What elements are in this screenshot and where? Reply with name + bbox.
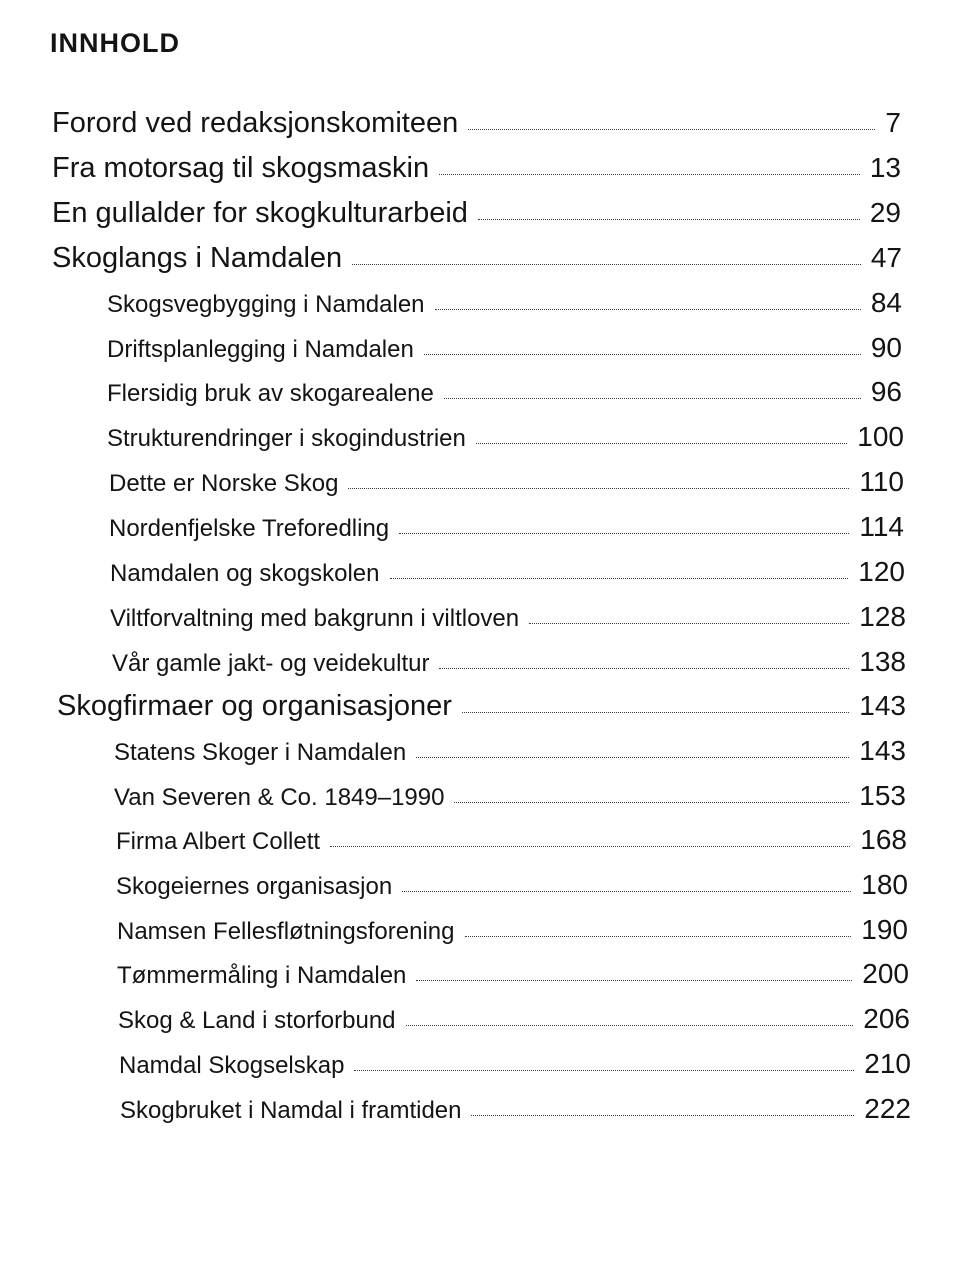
toc-entry-page: 168 [860,824,907,855]
toc-entry-title: Namsen Fellesfløtningsforening [117,918,455,945]
toc-entry[interactable] [52,107,901,140]
toc-entry-page: 13 [869,152,901,183]
dot-leader [529,623,849,624]
toc-entry-title: Flersidig bruk av skogarealene [107,380,434,407]
toc-entry-title: Dette er Norske Skog [109,470,339,497]
toc-entry-title: Skogsvegbygging i Namdalen [107,291,425,318]
toc-entry-title: Tømmermåling i Namdalen [117,962,407,989]
toc-subentry[interactable] [109,511,904,543]
toc-entry-page: 7 [885,107,901,138]
dot-leader [354,1070,854,1071]
dot-leader [399,533,849,534]
dot-leader [471,1115,854,1116]
dot-leader [424,354,861,355]
dot-leader [468,129,875,130]
toc-entry-page: 100 [857,421,904,452]
toc-subentry[interactable] [114,735,906,767]
toc-entry-title: Statens Skoger i Namdalen [114,739,407,766]
toc-entry-page: 90 [870,332,902,363]
toc-entry-title: En gullalder for skogkulturarbeid [52,197,468,229]
dot-leader [330,846,850,847]
toc-entry-page: 84 [870,287,902,318]
dot-leader [444,398,861,399]
toc-subentry[interactable] [112,646,906,678]
dot-leader [402,891,851,892]
toc-subentry[interactable] [114,780,906,812]
toc-entry[interactable] [57,690,906,723]
toc-subentry[interactable] [116,824,907,856]
toc-entry-title: Forord ved redaksjonskomiteen [52,107,459,139]
toc-subentry[interactable] [109,466,904,498]
toc-entry-page: 96 [870,376,902,407]
toc-entry-title: Vår gamle jakt- og veidekultur [112,650,430,677]
toc-subentry[interactable] [119,1048,911,1080]
dot-leader [454,802,849,803]
toc-entry-page: 206 [863,1003,910,1034]
toc-entry-page: 138 [859,646,906,677]
toc-subentry[interactable] [107,287,902,319]
toc-entry-page: 200 [862,958,909,989]
toc-subentry[interactable] [120,1093,911,1125]
toc-entry-page: 180 [861,869,908,900]
toc-entry-title: Skogbruket i Namdal i framtiden [120,1097,462,1124]
toc-entry[interactable] [52,152,901,185]
toc-entry-page: 143 [859,735,906,766]
toc-subentry[interactable] [117,914,908,946]
toc-entry-page: 110 [859,466,904,497]
dot-leader [416,980,852,981]
dot-leader [416,757,849,758]
toc-entry-page: 29 [869,197,901,228]
dot-leader [439,174,860,175]
toc-entry-title: Skogfirmaer og organisasjoner [57,690,452,722]
toc-entry-title: Skoglangs i Namdalen [52,242,343,274]
toc-entry-page: 114 [859,511,904,542]
toc-entry-page: 143 [859,690,906,721]
toc-entry-title: Skog & Land i storforbund [118,1007,396,1034]
dot-leader [390,578,849,579]
toc-entry-title: Viltforvaltning med bakgrunn i viltloven [110,605,520,632]
toc-entry-title: Namdal Skogselskap [119,1052,345,1079]
page-title: INNHOLD [50,28,180,58]
toc-subentry[interactable] [107,421,904,453]
toc-entry-title: Firma Albert Collett [116,828,321,855]
toc-entry[interactable] [52,197,901,230]
dot-leader [476,443,847,444]
toc-entry-title: Van Severen & Co. 1849–1990 [114,784,445,811]
toc-subentry[interactable] [110,556,905,588]
toc-subentry[interactable] [118,1003,910,1035]
toc-subentry[interactable] [116,869,908,901]
dot-leader [348,488,849,489]
toc-entry-title: Skogeiernes organisasjon [116,873,393,900]
dot-leader [406,1025,854,1026]
toc-entry-title: Strukturendringer i skogindustrien [107,425,466,452]
toc-entry-title: Fra motorsag til skogsmaskin [52,152,430,184]
dot-leader [462,712,849,713]
toc-entry-page: 210 [864,1048,911,1079]
toc-entry-title: Nordenfjelske Treforedling [109,515,390,542]
toc-entry-page: 120 [858,556,905,587]
dot-leader [465,936,852,937]
toc-entry-page: 222 [864,1093,911,1124]
toc-entry-page: 128 [859,601,906,632]
toc-entry[interactable] [52,242,902,275]
toc-subentry[interactable] [110,601,906,633]
dot-leader [435,309,861,310]
toc-entry-page: 153 [859,780,906,811]
toc-subentry[interactable] [117,958,909,990]
toc-entry-page: 47 [870,242,902,273]
toc-subentry[interactable] [107,376,902,408]
toc-entry-title: Driftsplanlegging i Namdalen [107,336,414,363]
toc-subentry[interactable] [107,332,902,364]
dot-leader [352,264,861,265]
dot-leader [439,668,849,669]
toc-entry-page: 190 [861,914,908,945]
dot-leader [478,219,860,220]
toc-entry-title: Namdalen og skogskolen [110,560,380,587]
